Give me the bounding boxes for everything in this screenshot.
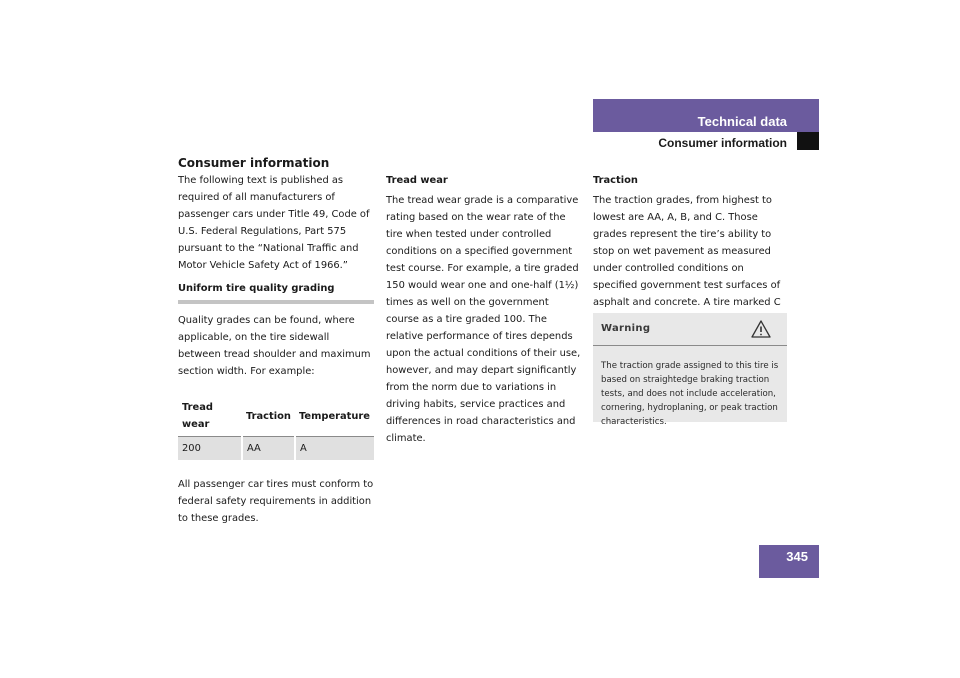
grades-paragraph: Quality grades can be found, where applicable, on the tire sidewall between tread shoulder and maximum section width. For example: [178,315,371,377]
heading-tread-wear: Tread wear [386,175,448,186]
table-header-traction: Traction [242,396,295,437]
header-marker [797,132,819,150]
warning-header [593,313,787,346]
traction-paragraph: The traction grades, from highest to lowest are AA, A, B, and C. Those grades represent the tire’s ability to stop on wet pavement as measured under controlled conditions on specified government test surfaces of asphalt and concrete. A tire marked C [593,195,781,308]
table-header-row [178,396,374,437]
warning-label: Warning [601,323,651,334]
table-row [178,437,374,461]
table-cell-tread-wear: 200 [178,437,242,461]
section-title-header: Consumer information [658,136,787,150]
heading-traction: Traction [593,175,638,186]
conform-paragraph: All passenger car tires must conform to federal safety requirements in addition to these grades. [178,479,374,524]
page-number: 345 [759,545,819,578]
intro-paragraph: The following text is published as required of all manufacturers of passenger cars under Title 49, Code of U.S. Federal Regulations, Part 575 pursuant to the “National Traffic and Motor Vehicle Safety Act of 1966.” [178,175,370,271]
grades-table [178,396,374,460]
table-header-tread-wear: Tread wear [178,396,242,437]
table-header-temperature: Temperature [295,396,374,437]
column-middle [386,172,582,447]
table-cell-temperature: A [295,437,374,461]
warning-box [593,313,787,427]
warning-text: The traction grade assigned to this tire is based on straightedge braking traction tests, and does not include acceleration, cornering, hydroplaning, or peak traction characteristics. [601,360,779,427]
tread-wear-paragraph: The tread wear grade is a comparative rating based on the wear rate of the tire when tested under controlled conditions on a specified government test course. For example, a tire graded 150 would wear one and one-half (1½) times as well on the government course as a tire graded 100. The relative performance of tires depends upon the actual conditions of their use, however, and may depart significantly from the norm due to variations in driving habits, service practices and differences in road characteristics and climate. [386,195,581,444]
column-right [593,172,789,328]
warning-triangle-icon [751,320,771,338]
table-cell-traction: AA [242,437,295,461]
subheading-tire-grading: Uniform tire quality grading [178,280,374,304]
column-left [178,172,374,527]
page-title: Consumer information [178,156,330,170]
chapter-title: Technical data [697,114,787,129]
